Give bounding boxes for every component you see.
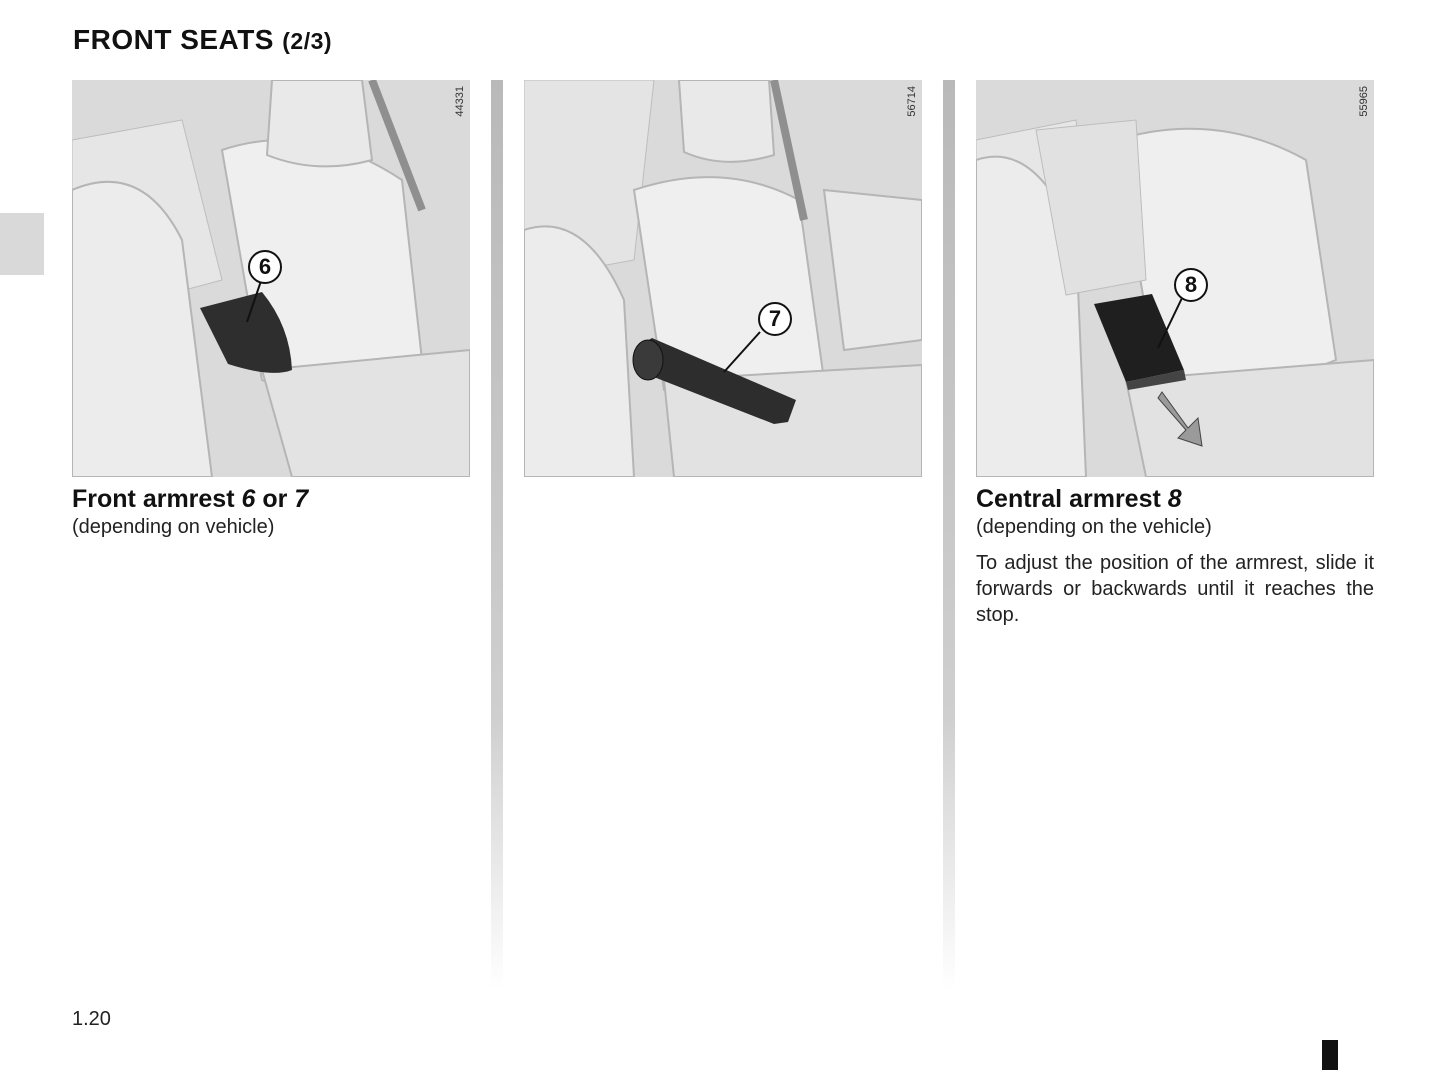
heading-ref-7: 7	[294, 485, 309, 513]
front-armrest-heading	[72, 485, 308, 514]
central-armrest-subtitle: (depending on the vehicle)	[976, 516, 1212, 538]
front-armrest-subtitle: (depending on vehicle)	[72, 516, 275, 538]
callout-6: 6	[248, 250, 282, 284]
figure-front-armrest-7	[524, 80, 922, 477]
heading-ref-8: 8	[1167, 485, 1182, 513]
figure-id: 56714	[906, 86, 918, 117]
column-divider-1	[491, 80, 503, 990]
page-number: 1.20	[72, 1008, 111, 1030]
page-title-text: FRONT SEATS	[73, 24, 274, 55]
callout-8: 8	[1174, 268, 1208, 302]
heading-ref-6: 6	[241, 485, 256, 513]
callout-7: 7	[758, 302, 792, 336]
central-armrest-instructions: To adjust the position of the armrest, slide it forwards or backwards until it reaches the stop.	[976, 552, 1374, 626]
column-divider-2	[943, 80, 955, 990]
page-title-part: (2/3)	[282, 28, 333, 54]
seat-illustration	[524, 80, 922, 477]
central-armrest-caption	[976, 485, 1212, 539]
section-tab	[0, 213, 44, 275]
page-title	[73, 24, 332, 56]
heading-middle: or	[255, 485, 295, 513]
heading-prefix: Central armrest	[976, 485, 1168, 513]
figure-front-armrest-6	[72, 80, 470, 477]
figure-central-armrest-8	[976, 80, 1374, 477]
central-armrest-heading	[976, 485, 1212, 514]
section-end-marker	[1322, 1040, 1338, 1070]
figure-id: 44331	[454, 86, 466, 117]
heading-prefix: Front armrest	[72, 485, 242, 513]
front-armrest-caption	[72, 485, 308, 539]
figure-id: 55965	[1358, 86, 1370, 117]
